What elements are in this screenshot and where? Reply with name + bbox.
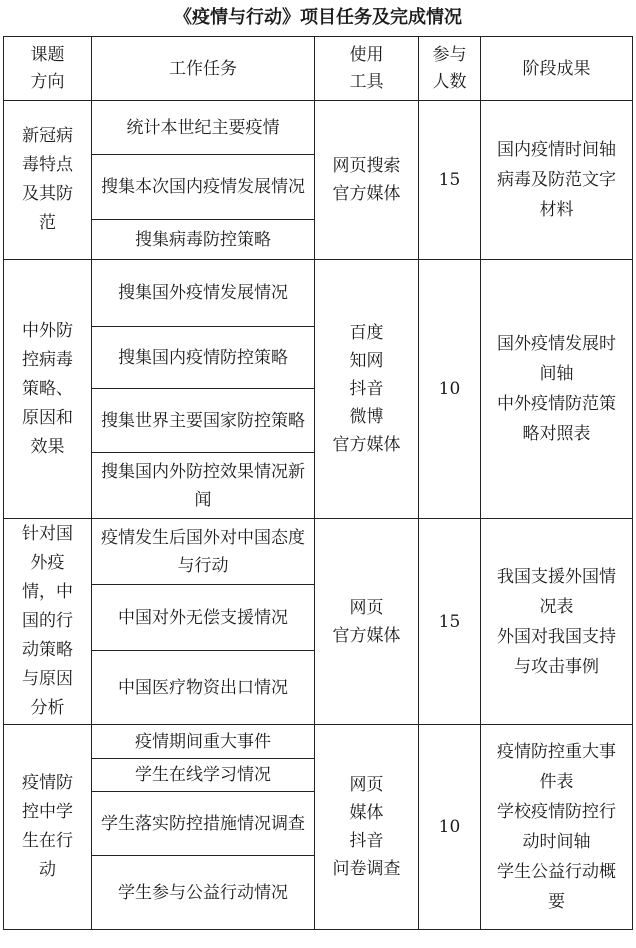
- direction-text: 中外防控病毒策略、原因和效果: [22, 320, 73, 457]
- task-item: [92, 791, 314, 855]
- header-tasks: 工作任务: [92, 37, 315, 101]
- header-tools-line2: 工具: [349, 71, 384, 92]
- tasks-cell: [92, 725, 315, 930]
- header-tools: [315, 37, 419, 101]
- header-count-line2: 人数: [432, 71, 467, 92]
- task-item: [92, 326, 314, 388]
- task-text: 搜集世界主要国家防控策略: [101, 410, 305, 431]
- header-direction-line2: 方向: [30, 71, 65, 92]
- task-text: 中国医疗物资出口情况: [118, 677, 288, 698]
- table-title: 《疫情与行动》项目任务及完成情况: [174, 7, 462, 28]
- tasks-cell: [92, 260, 315, 519]
- task-text: 学生落实防控措施情况调查: [101, 813, 305, 834]
- tool-item: 网页搜索: [332, 156, 401, 176]
- task-text: 搜集国外疫情发展情况: [118, 283, 288, 303]
- tool-item: 官方媒体: [332, 184, 401, 204]
- result-item: 国外疫情发展时间轴: [497, 334, 616, 384]
- table-row: [4, 260, 633, 519]
- task-item: [92, 452, 314, 518]
- task-text: 搜集国内疫情防控策略: [118, 347, 288, 368]
- table-row: [4, 101, 633, 260]
- results-cell: [481, 101, 633, 260]
- task-text: 统计本世纪主要疫情: [126, 117, 280, 138]
- direction-cell: [4, 519, 92, 725]
- task-text: 学生在线学习情况: [135, 765, 271, 785]
- task-item: [92, 758, 314, 791]
- tool-item: 网页: [349, 597, 384, 618]
- results-cell: [481, 519, 633, 725]
- task-text: 搜集病毒防控策略: [135, 229, 271, 250]
- tool-item: 知网: [349, 351, 384, 371]
- task-item: [92, 650, 314, 724]
- header-tools-line1: 使用: [349, 44, 384, 65]
- task-item: [92, 519, 314, 584]
- header-direction-line1: 课题: [30, 44, 65, 65]
- task-item: [92, 584, 314, 650]
- count-cell: 15: [419, 101, 481, 260]
- result-item: 中外疫情防范策略对照表: [497, 394, 616, 444]
- task-item: [92, 101, 314, 154]
- tool-item: 抖音: [349, 831, 384, 851]
- header-count-line1: 参与: [432, 44, 467, 65]
- result-item: 疫情防控重大事件表: [497, 742, 616, 792]
- tool-item: 微博: [349, 407, 384, 427]
- tool-item: 问卷调查: [332, 859, 401, 879]
- tool-item: 网页: [349, 775, 384, 795]
- direction-cell: [4, 725, 92, 930]
- results-cell: [481, 260, 633, 519]
- task-text: 中国对外无偿支援情况: [118, 607, 288, 628]
- task-item: [92, 219, 314, 259]
- task-text: 学生参与公益行动情况: [118, 882, 288, 903]
- task-item: [92, 855, 314, 929]
- count-cell: 10: [419, 725, 481, 930]
- result-item: 外国对我国支持与攻击事例: [497, 626, 616, 677]
- direction-cell: [4, 101, 92, 260]
- tools-cell: [315, 101, 419, 260]
- result-item: 病毒及防范文字材料: [497, 170, 616, 220]
- result-item: 我国支援外国情况表: [497, 566, 616, 617]
- task-text: 疫情发生后国外对中国态度与行动: [101, 527, 305, 576]
- direction-text: 针对国外疫情，中国的行动策略与原因分析: [22, 524, 73, 718]
- tool-item: 媒体: [349, 803, 384, 823]
- task-text: 搜集本次国内疫情发展情况: [101, 177, 305, 197]
- task-text: 疫情期间重大事件: [135, 731, 271, 752]
- task-item: [92, 388, 314, 452]
- header-direction: [4, 37, 92, 101]
- direction-text: 疫情防控中学生在行动: [22, 773, 73, 880]
- task-item: [92, 260, 314, 326]
- table-row: [4, 519, 633, 725]
- header-count: [419, 37, 481, 101]
- count-cell: 10: [419, 260, 481, 519]
- tool-item: 百度: [349, 323, 384, 343]
- direction-text: 新冠病毒特点及其防范: [22, 126, 73, 233]
- tool-item: 抖音: [349, 379, 384, 399]
- tools-cell: [315, 260, 419, 519]
- tool-item: 官方媒体: [332, 435, 401, 455]
- header-results: 阶段成果: [481, 37, 633, 101]
- direction-cell: [4, 260, 92, 519]
- tools-cell: [315, 725, 419, 930]
- results-cell: [481, 725, 633, 930]
- result-item: 学校疫情防控行动时间轴: [497, 802, 616, 852]
- table-row: [4, 725, 633, 930]
- project-table: [3, 36, 633, 930]
- task-text: 搜集国内外防控效果情况新闻: [101, 461, 305, 510]
- tasks-cell: [92, 101, 315, 260]
- tasks-cell: [92, 519, 315, 725]
- result-item: 学生公益行动概要: [497, 862, 616, 912]
- result-item: 国内疫情时间轴: [497, 140, 616, 160]
- task-item: [92, 725, 314, 758]
- header-row: [4, 37, 633, 101]
- count-cell: 15: [419, 519, 481, 725]
- task-item: [92, 154, 314, 219]
- tools-cell: [315, 519, 419, 725]
- tool-item: 官方媒体: [332, 625, 401, 646]
